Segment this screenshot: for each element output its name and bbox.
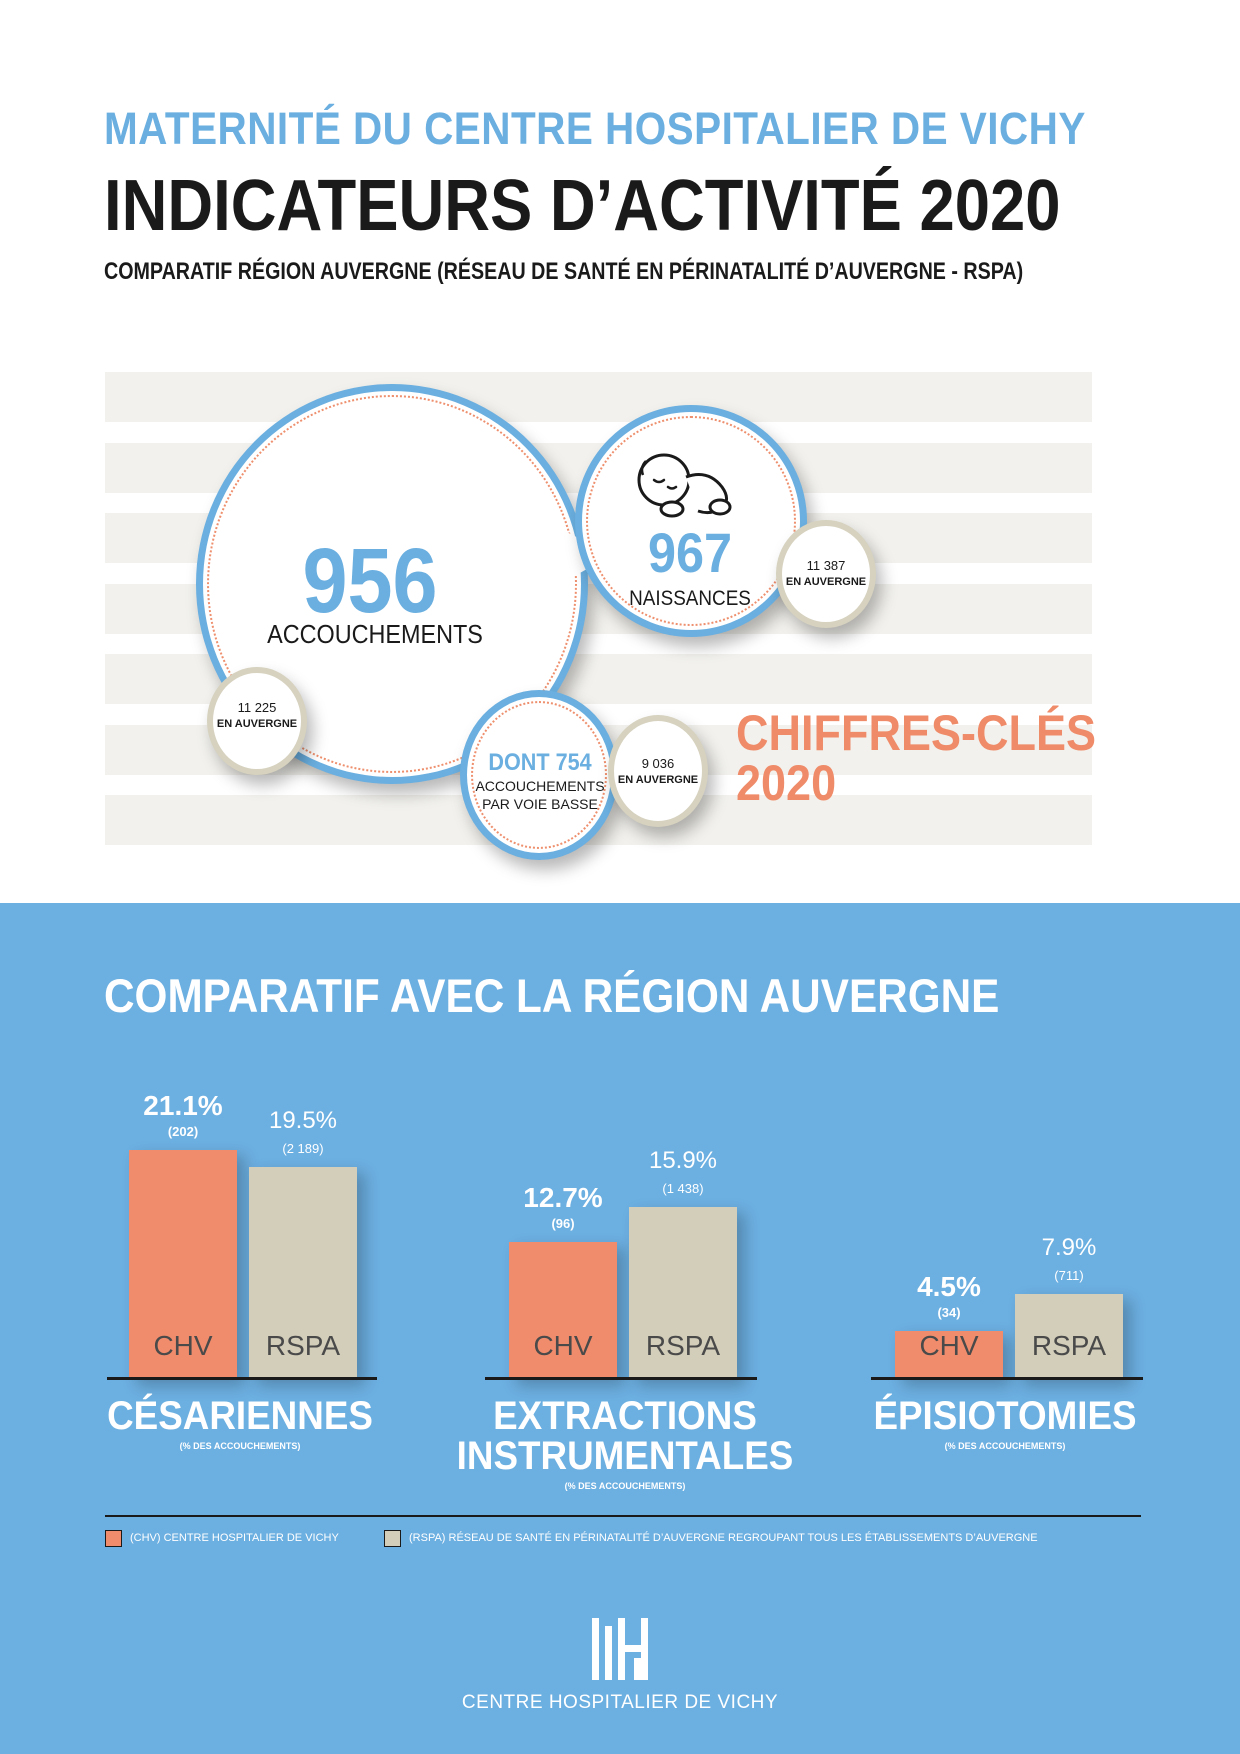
accouchements-value: 956 [302,530,438,632]
legend-chv-label: (CHV) CENTRE HOSPITALIER DE VICHY [130,1532,339,1544]
bar-value-label: 4.5% [917,1271,981,1302]
voie-basse-value: DONT 754 [488,749,592,776]
bar-value-label: 15.9% [648,1147,718,1174]
extractions-title-line1: EXTRACTIONS [493,1394,757,1438]
footer-hospital-name: CENTRE HOSPITALIER DE VICHY [461,1692,779,1713]
extractions-subtitle: (% DES ACCOUCHEMENTS) [564,1481,686,1491]
bar-value-label: 7.9% [1041,1234,1097,1261]
bar-category-label: CHV [153,1330,213,1361]
voie-basse-label-2: PAR VOIE BASSE [482,796,598,812]
legend-rspa-label: (RSPA) RÉSEAU DE SANTÉ EN PÉRINATALITÉ D’AUVERGNE REGROUPANT TOUS LES ÉTABLISSEMENTS D’AUVERGNE [409,1532,1038,1544]
legend-rspa-swatch [384,1530,401,1547]
legend-rule [105,1515,1141,1517]
legend-chv-swatch [105,1530,122,1547]
bar-count-label: (96) [551,1216,575,1231]
chart-baseline-extractions [485,1377,757,1380]
bar-category-label: RSPA [265,1330,341,1361]
chart-baseline-episiotomies [871,1377,1143,1380]
episiotomies-subtitle: (% DES ACCOUCHEMENTS) [944,1441,1066,1451]
extractions-title-line2: INSTRUMENTALES [456,1434,794,1478]
header-subtitle: MATERNITÉ DU CENTRE HOSPITALIER DE VICHY [104,103,1086,154]
bar-category-label: CHV [919,1330,979,1361]
chart-baseline-cesariennes [107,1377,377,1380]
accouchements-region-label: EN AUVERGNE [216,718,298,730]
bar-value-label: 21.1% [143,1090,223,1121]
episiotomies-title: ÉPISIOTOMIES [873,1394,1137,1438]
naissances-region-bubble [776,520,876,628]
naissances-region-value: 11 387 [806,558,846,573]
bar-category-label: CHV [533,1330,593,1361]
bar-value-label: 12.7% [523,1182,603,1213]
bar-count-label: (2 189) [282,1141,324,1156]
chv-logo [590,1618,660,1680]
header-caption: COMPARATIF RÉGION AUVERGNE (RÉSEAU DE SANTÉ EN PÉRINATALITÉ D’AUVERGNE - RSPA) [104,258,1024,285]
bar-count-label: (34) [937,1305,961,1320]
accouchements-region-value: 11 225 [237,700,277,715]
page-title: INDICATEURS D’ACTIVITÉ 2020 [104,166,1061,246]
voie-basse-label-1: ACCOUCHEMENTS [475,778,605,794]
naissances-region-label: EN AUVERGNE [785,576,867,588]
bar-count-label: (711) [1054,1268,1084,1283]
naissances-label: NAISSANCES [629,587,751,610]
sleeping-baby-icon [632,447,742,522]
bar-category-label: RSPA [1031,1330,1107,1361]
cesariennes-subtitle: (% DES ACCOUCHEMENTS) [179,1441,301,1451]
voie-basse-region-value: 9 036 [641,756,675,771]
accouchements-label: ACCOUCHEMENTS [267,619,483,649]
naissances-value: 967 [647,521,733,584]
chart-extractions [485,1040,785,1380]
comparison-title: COMPARATIF AVEC LA RÉGION AUVERGNE [104,969,1000,1022]
chart-episiotomies [871,1040,1171,1380]
chart-cesariennes [105,1040,405,1380]
cesariennes-title: CÉSARIENNES [107,1394,373,1438]
bar-count-label: (202) [167,1124,199,1139]
chiffres-cles-title: CHIFFRES-CLÉS 2020 [736,705,1096,811]
bar-value-label: 19.5% [268,1107,338,1134]
bar-category-label: RSPA [645,1330,721,1361]
voie-basse-region-label: EN AUVERGNE [617,774,699,786]
bar-count-label: (1 438) [662,1181,704,1196]
